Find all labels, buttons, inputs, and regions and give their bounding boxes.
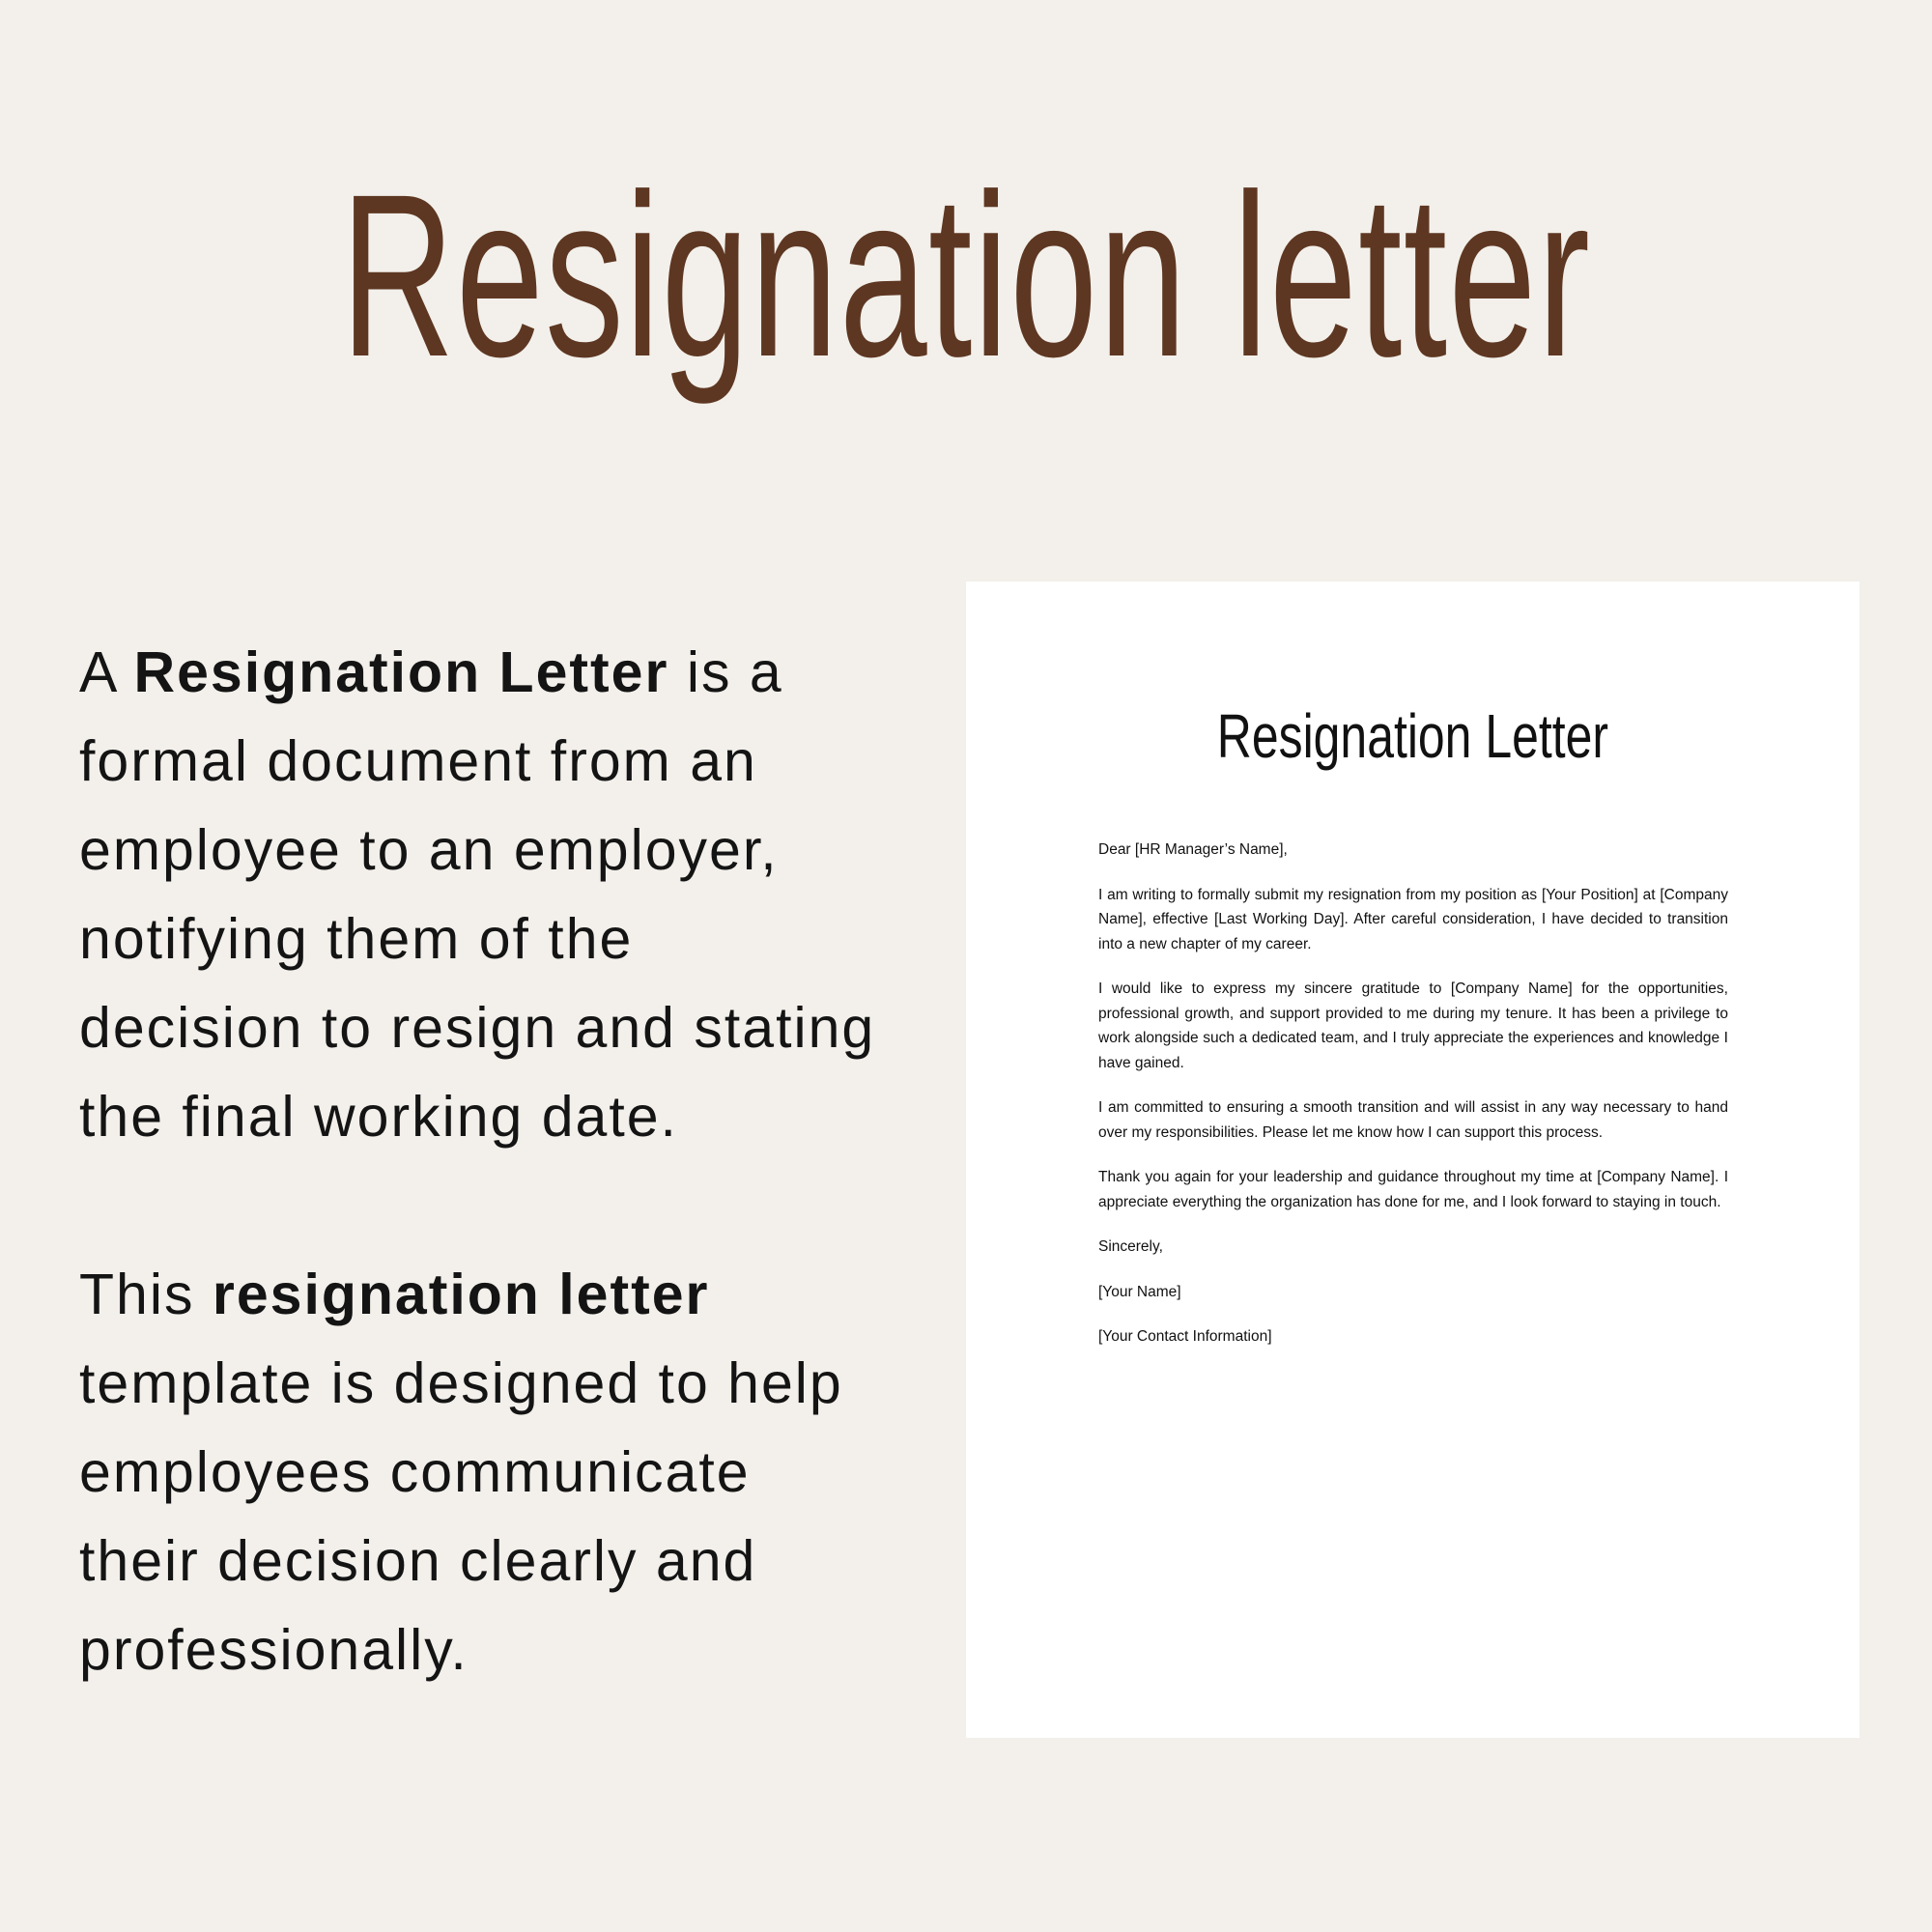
document-paragraph: Thank you again for your leadership and guidance throughout my time at [Company Name]. I appreciate everything the organization has done for me, and I look forward to staying in touch. <box>1098 1169 1728 1210</box>
description-text: A <box>79 640 134 704</box>
description-line: decision to resign and stating <box>79 996 876 1060</box>
description-line: employees communicate <box>79 1440 751 1504</box>
document-salutation: Dear [HR Manager’s Name], <box>1098 841 1288 858</box>
page-title: Resignation letter <box>340 146 1592 405</box>
document-closing: Sincerely, <box>1098 1238 1163 1255</box>
description-paragraph-2 <box>79 1250 978 1694</box>
document-paragraph: I would like to express my sincere gratitude to [Company Name] for the opportunities, professional growth, and support provided to me during my tenure. It has been a privilege to work alongside such a dedicated team, and I truly appreciate the experiences and knowledge I have gained. <box>1098 980 1728 1071</box>
description-bold-term: Resignation Letter <box>133 640 669 704</box>
description-line <box>79 1250 978 1339</box>
document-contact-info: [Your Contact Information] <box>1098 1328 1272 1345</box>
description-line <box>79 628 978 717</box>
document-body <box>1098 838 1728 1370</box>
description-line: professionally. <box>79 1618 469 1682</box>
description-line: the final working date. <box>79 1085 678 1149</box>
description-line: their decision clearly and <box>79 1529 757 1593</box>
document-preview <box>966 582 1860 1738</box>
description-bold-term: resignation letter <box>212 1263 710 1326</box>
description-paragraph-1 <box>79 628 978 1161</box>
description-text: is a <box>668 640 783 704</box>
description-line: template is designed to help <box>79 1351 843 1415</box>
document-paragraph: I am writing to formally submit my resignation from my position as [Your Position] at [Company Name], effective [Last Working Day]. After careful consideration, I have decided to transition into a new chapter of my career. <box>1098 886 1728 952</box>
description-line: notifying them of the <box>79 907 634 971</box>
description-line: formal document from an <box>79 729 757 793</box>
document-signature-name: [Your Name] <box>1098 1283 1181 1300</box>
document-paragraph: I am committed to ensuring a smooth transition and will assist in any way necessary to hand over my responsibilities. Please let me know how I can support this process. <box>1098 1099 1728 1141</box>
document-title: Resignation Letter <box>1216 701 1608 771</box>
description-text: This <box>79 1263 213 1326</box>
description <box>79 628 978 1694</box>
description-line: employee to an employer, <box>79 818 779 882</box>
